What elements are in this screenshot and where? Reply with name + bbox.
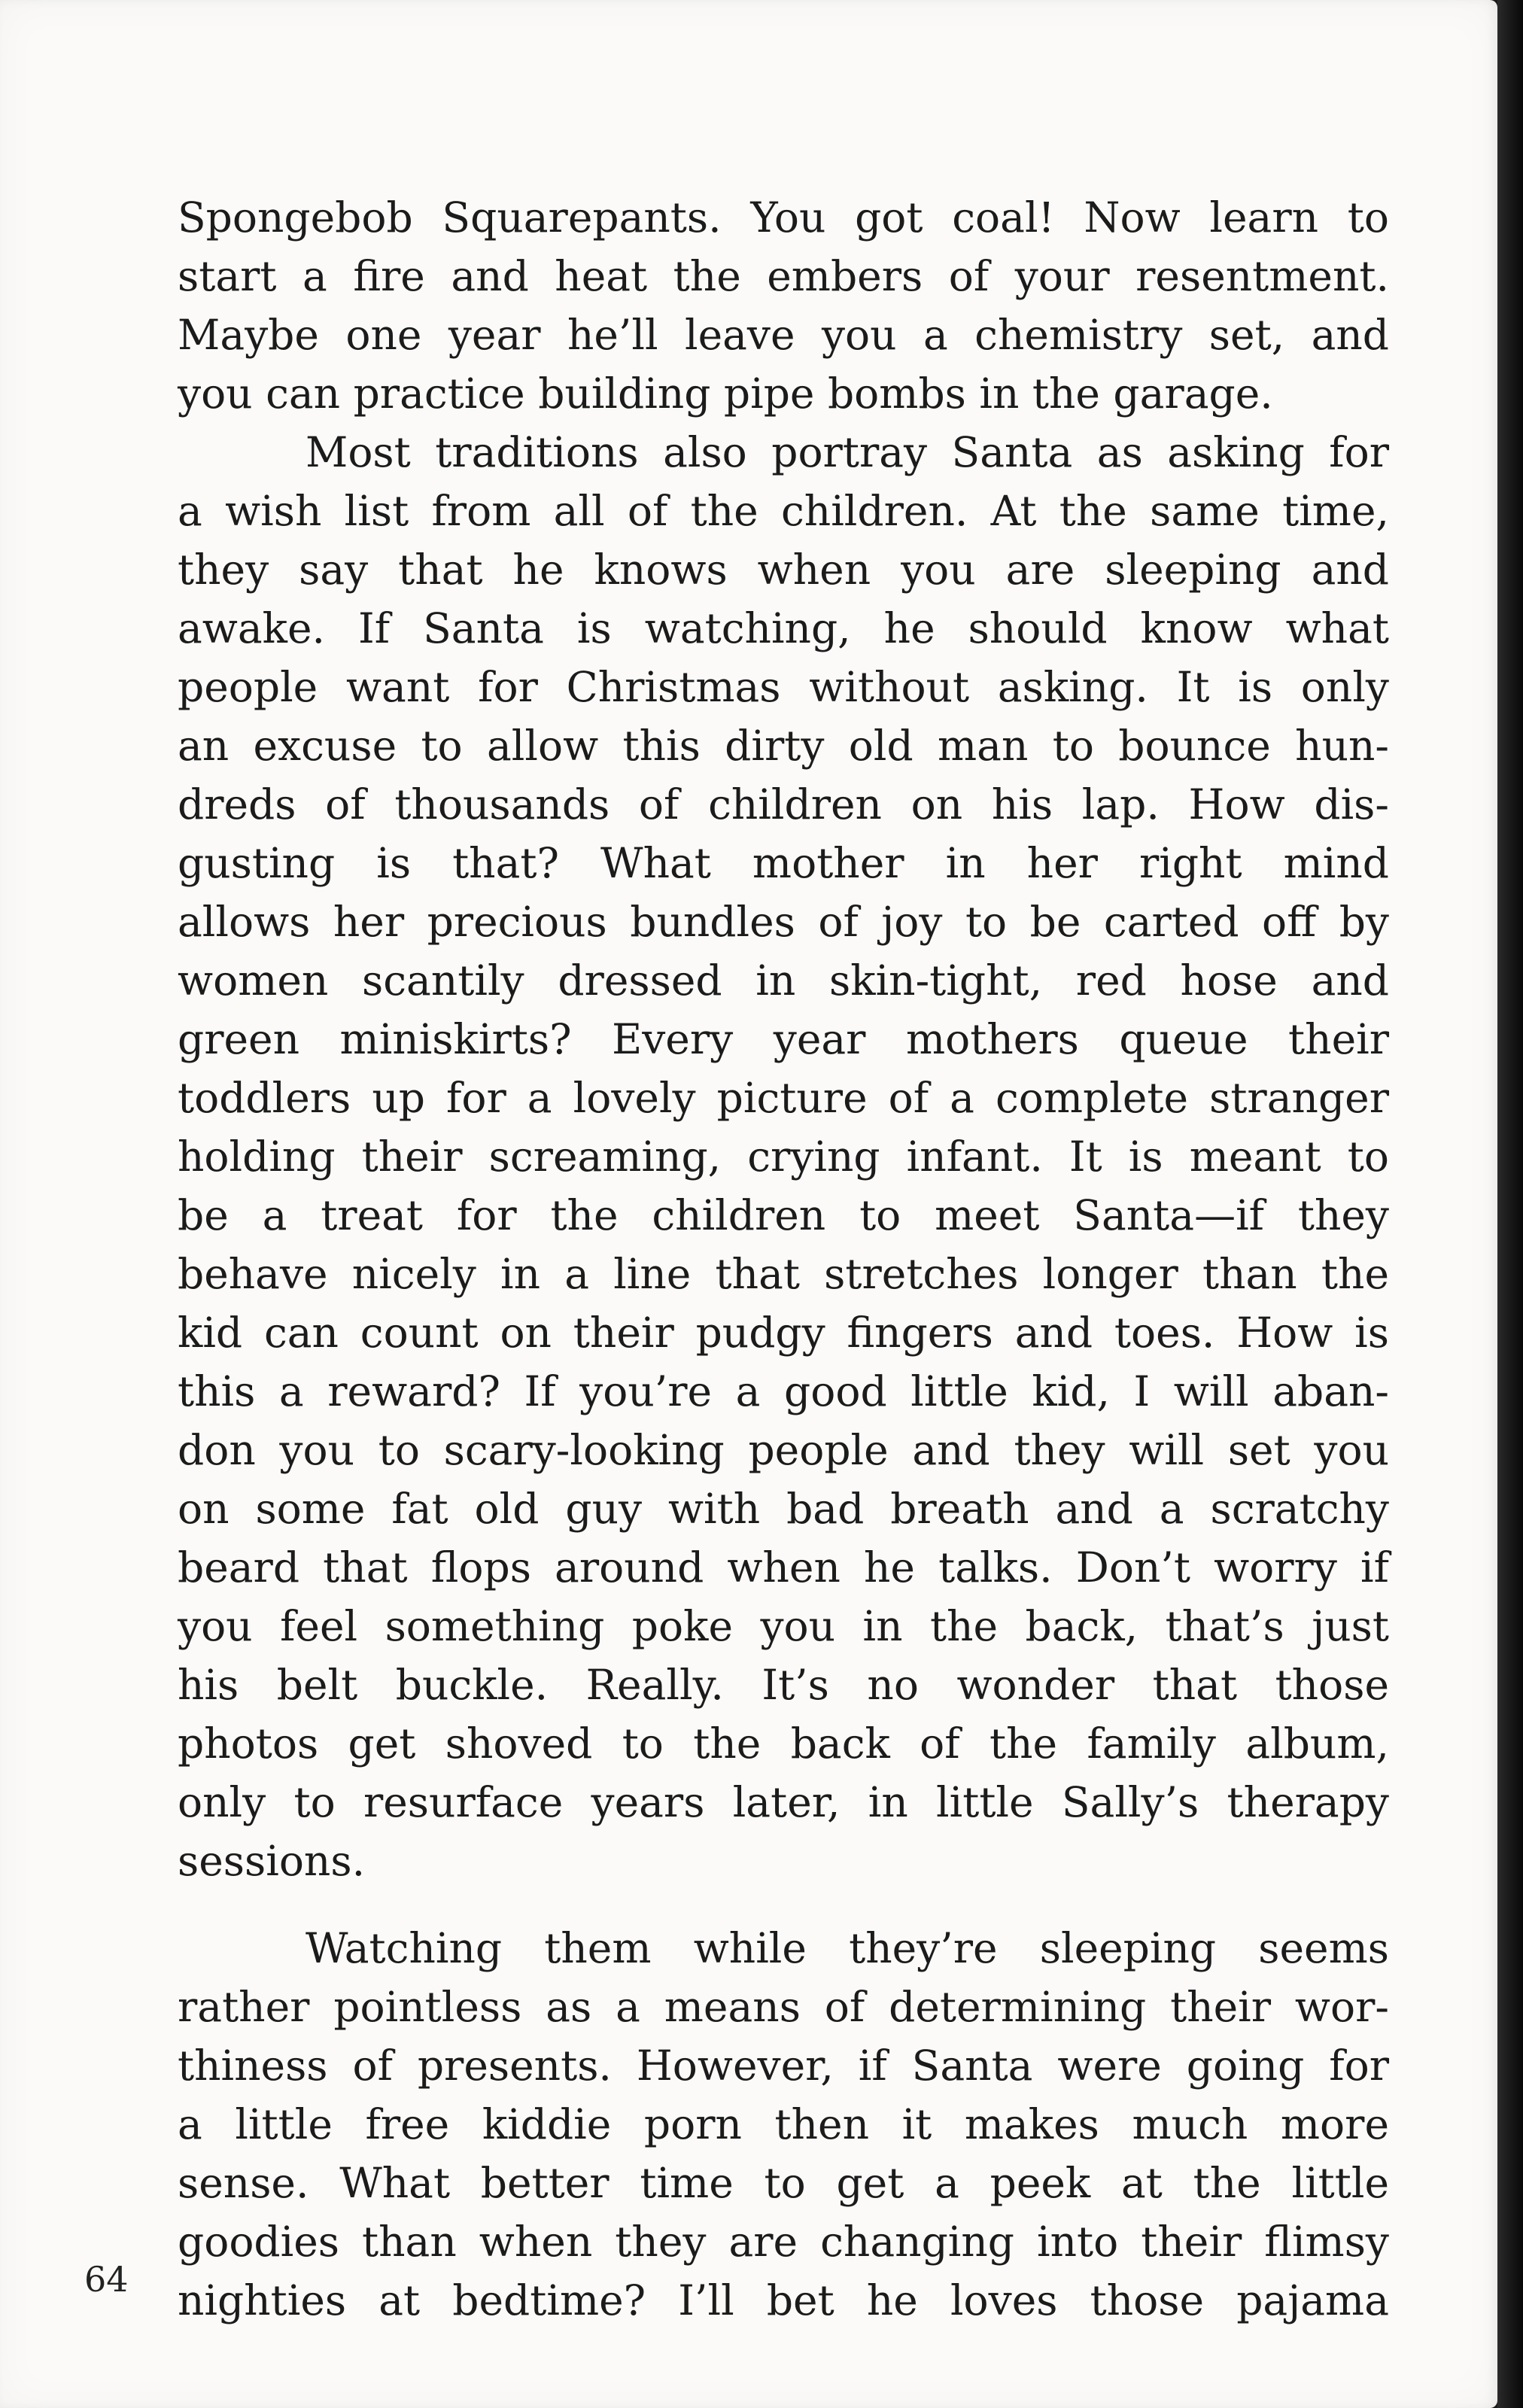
text-line: a wish list from all of the children. At the same time, — [178, 487, 1389, 535]
text-line: a little free kiddie porn then it makes much more — [178, 2100, 1389, 2148]
text-line: people want for Christmas without asking. It is only — [178, 663, 1389, 711]
text-line: don you to scary-looking people and they will set you — [178, 1426, 1389, 1474]
text-line: start a fire and heat the embers of your resentment. — [178, 252, 1389, 300]
text-line: gusting is that? What mother in her right mind — [178, 839, 1389, 887]
text-line: sessions. — [178, 1837, 366, 1885]
text-line: thiness of presents. However, if Santa were going for — [178, 2042, 1389, 2090]
text-line: you feel something poke you in the back, that’s just — [178, 1602, 1389, 1650]
text-line: you can practice building pipe bombs in the garage. — [178, 369, 1273, 418]
text-line: nighties at bedtime? I’ll bet he loves those pajama — [178, 2276, 1389, 2324]
paragraph-2 — [178, 423, 1389, 1890]
page-edge-shadow — [1497, 0, 1523, 2408]
paragraph-1 — [178, 188, 1389, 423]
text-line: be a treat for the children to meet Santa—if they — [178, 1191, 1389, 1239]
text-line: goodies than when they are changing into their flimsy — [178, 2218, 1389, 2266]
text-line: they say that he knows when you are sleeping and — [178, 546, 1389, 594]
page-number: 64 — [84, 2259, 129, 2300]
text-line: behave nicely in a line that stretches longer than the — [178, 1250, 1389, 1298]
text-line: toddlers up for a lovely picture of a complete stranger — [178, 1074, 1389, 1122]
text-line: Most traditions also portray Santa as asking for — [306, 428, 1389, 476]
text-line: green miniskirts? Every year mothers queue their — [178, 1015, 1389, 1063]
text-line: an excuse to allow this dirty old man to bounce hun- — [178, 722, 1389, 770]
text-line: his belt buckle. Really. It’s no wonder that those — [178, 1661, 1389, 1709]
text-line: dreds of thousands of children on his lap. How dis- — [178, 780, 1389, 829]
text-line: sense. What better time to get a peek at the little — [178, 2159, 1389, 2207]
text-line: on some fat old guy with bad breath and a scratchy — [178, 1485, 1389, 1533]
text-line: beard that flops around when he talks. Don’t worry if — [178, 1543, 1389, 1592]
text-line: rather pointless as a means of determining their wor- — [178, 1983, 1389, 2031]
body-text — [178, 188, 1389, 2330]
text-line: awake. If Santa is watching, he should know what — [178, 604, 1389, 652]
text-line: holding their screaming, crying infant. It is meant to — [178, 1133, 1389, 1181]
text-line: Maybe one year he’ll leave you a chemistry set, and — [178, 311, 1389, 359]
text-line: Watching them while they’re sleeping seems — [306, 1924, 1389, 1972]
text-line: kid can count on their pudgy fingers and toes. How is — [178, 1309, 1389, 1357]
text-line: this a reward? If you’re a good little kid, I will aban- — [178, 1367, 1389, 1415]
text-line: women scantily dressed in skin-tight, red hose and — [178, 956, 1389, 1005]
text-line: only to resurface years later, in little Sally’s therapy — [178, 1778, 1389, 1826]
text-line: allows her precious bundles of joy to be carted off by — [178, 898, 1389, 946]
text-line: Spongebob Squarepants. You got coal! Now learn to — [178, 193, 1389, 242]
paragraph-3 — [178, 1919, 1389, 2330]
text-line: photos get shoved to the back of the family album, — [178, 1719, 1389, 1768]
